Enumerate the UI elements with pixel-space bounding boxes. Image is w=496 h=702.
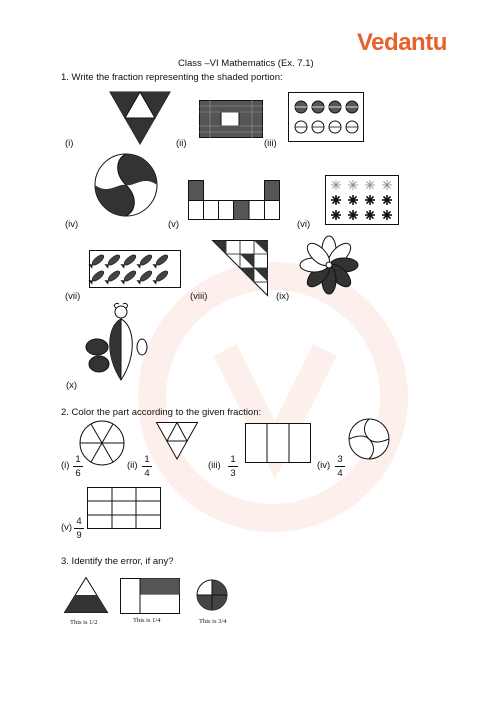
q3-caption-1: This is 1/2: [70, 619, 98, 626]
label-vii: (vii): [65, 291, 81, 302]
q3-triangle-half: [64, 577, 108, 613]
page-title: Class –VI Mathematics (Ex. 7.1): [178, 58, 314, 69]
vedantu-logo: Vedantu: [357, 29, 447, 56]
q2-circle-quarters: [348, 418, 390, 460]
q2-rectangle-thirds: [245, 423, 311, 463]
denominator: 4: [144, 468, 150, 479]
q2-prompt: 2. Color the part according to the given fraction:: [61, 407, 262, 418]
numerator: 1: [75, 454, 81, 465]
label-i: (i): [65, 138, 74, 149]
q3-prompt: 3. Identify the error, if any?: [61, 556, 174, 567]
label-ii: (ii): [176, 138, 187, 149]
figure-v-grid: [188, 180, 280, 220]
label-v: (v): [168, 219, 180, 230]
figure-iv-circle: [94, 153, 158, 217]
figure-x-bee: [85, 302, 147, 384]
denominator: 4: [337, 468, 343, 479]
q2-fraction-iv: [335, 454, 345, 479]
q3-caption-3: This is 3/4: [199, 618, 227, 625]
denominator: 3: [230, 468, 236, 479]
flower-center: [326, 262, 332, 268]
figure-vii-rockets: [89, 250, 181, 288]
q3-caption-2: This is 1/4: [133, 617, 161, 624]
numerator: 1: [144, 454, 150, 465]
q2-label-iii: (iii): [208, 460, 221, 471]
figure-iii-circles: [288, 92, 364, 142]
label-iii: (iii): [264, 138, 277, 149]
figure-ix-flower: [300, 234, 358, 296]
q2-fraction-i: [73, 454, 83, 479]
label-vi: (vi): [297, 219, 311, 230]
label-viii: (viii): [190, 291, 208, 302]
label-iv: (iv): [65, 219, 79, 230]
q2-label-i: (i): [61, 460, 70, 471]
label-x: (x): [66, 380, 78, 391]
numerator: 3: [337, 454, 343, 465]
figure-i-triangle: [109, 91, 171, 145]
denominator: 9: [76, 530, 82, 541]
q2-label-v: (v): [61, 522, 73, 533]
q2-label-ii: (ii): [127, 460, 138, 471]
numerator: 1: [230, 454, 236, 465]
denominator: 6: [75, 468, 81, 479]
figure-ii-rectangle: [199, 100, 263, 138]
q2-fraction-ii: [142, 454, 152, 479]
q1-prompt: 1. Write the fraction representing the shaded portion:: [61, 72, 283, 83]
label-ix: (ix): [276, 291, 290, 302]
q3-rectangle-quarter: [120, 578, 180, 614]
q3-circle-three-quarters: [196, 579, 228, 611]
figure-vi-stars: [325, 175, 399, 225]
numerator: 4: [76, 516, 82, 527]
q2-triangle-quarters: [156, 422, 198, 460]
q2-grid-ninths: [87, 487, 161, 529]
q2-label-iv: (iv): [317, 460, 331, 471]
q2-fraction-v: [74, 516, 84, 541]
q2-circle-sixths: [79, 420, 125, 466]
q2-fraction-iii: [228, 454, 238, 479]
figure-viii-triangle-grid: [212, 240, 268, 296]
